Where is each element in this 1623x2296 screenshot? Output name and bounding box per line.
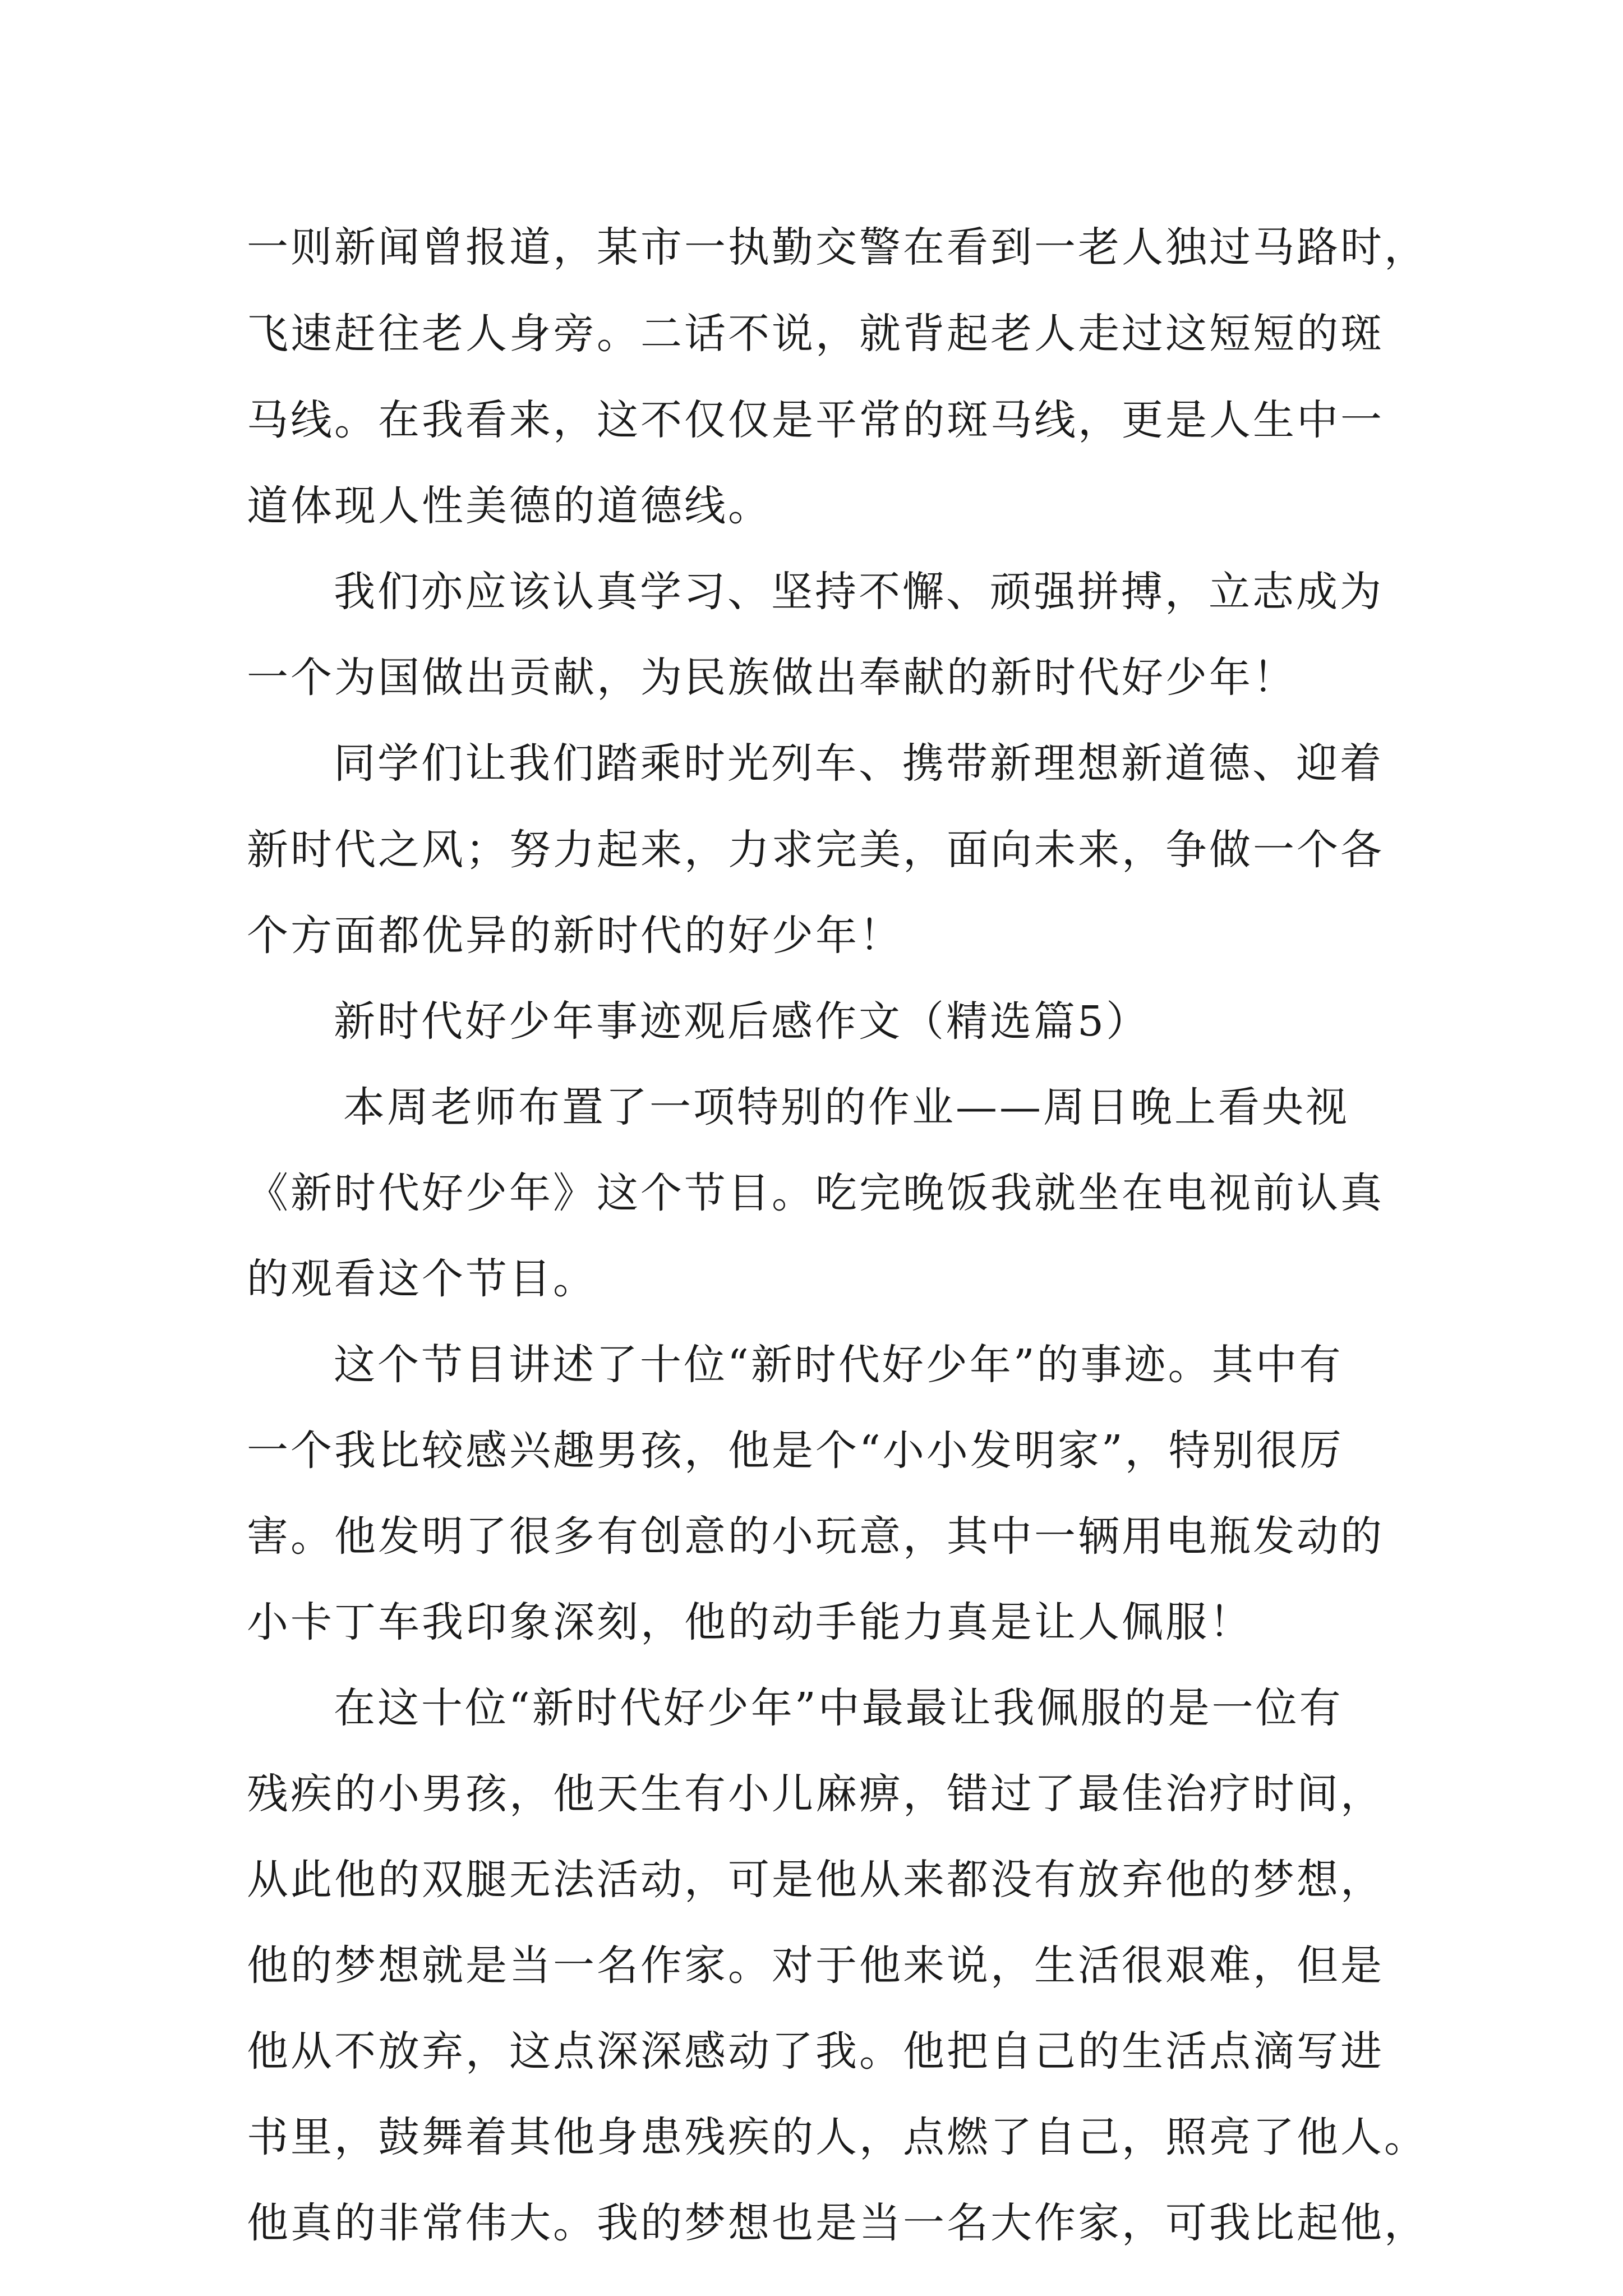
text-line: 同学们让我们踏乘时光列车、携带新理想新道德、迎着 — [334, 739, 1384, 788]
text-line: 我们亦应该认真学习、坚持不懈、顽强拼搏，立志成为 — [334, 568, 1384, 616]
text-line: 的观看这个节目。 — [247, 1255, 597, 1303]
section-heading: 新时代好少年事迹观后感作文（精选篇5） — [334, 997, 1150, 1046]
text-line: 马线。在我看来，这不仅仅是平常的斑马线，更是人生中一 — [247, 396, 1384, 444]
text-line: 本周老师布置了一项特别的作业——周日晚上看央视 — [343, 1083, 1349, 1131]
text-line: 飞速赶往老人身旁。二话不说，就背起老人走过这短短的斑 — [247, 310, 1384, 358]
text-line: 他真的非常伟大。我的梦想也是当一名大作家，可我比起他， — [247, 2199, 1428, 2247]
text-line: 个方面都优异的新时代的好少年！ — [247, 912, 903, 960]
text-line: 小卡丁车我印象深刻，他的动手能力真是让人佩服！ — [247, 1598, 1253, 1646]
text-line: 他从不放弃，这点深深感动了我。他把自己的生活点滴写进 — [247, 2027, 1384, 2076]
text-line: 书里，鼓舞着其他身患残疾的人，点燃了自己，照亮了他人。 — [247, 2113, 1428, 2161]
text-line: 害。他发明了很多有创意的小玩意，其中一辆用电瓶发动的 — [247, 1512, 1384, 1561]
text-line: 一则新闻曾报道，某市一执勤交警在看到一老人独过马路时， — [247, 223, 1428, 272]
text-line: 道体现人性美德的道德线。 — [247, 482, 772, 530]
text-line: 他的梦想就是当一名作家。对于他来说，生活很艰难，但是 — [247, 1941, 1384, 1990]
text-line: 从此他的双腿无法活动，可是他从来都没有放弃他的梦想， — [247, 1856, 1384, 1904]
text-line: 残疾的小男孩，他天生有小儿麻痹，错过了最佳治疗时间， — [247, 1770, 1384, 1818]
text-line: 这个节目讲述了十位“新时代好少年”的事迹。其中有 — [334, 1341, 1343, 1389]
text-line: 一个我比较感兴趣男孩，他是个“小小发明家”，特别很厉 — [247, 1427, 1344, 1475]
text-line: 新时代之风；努力起来，力求完美，面向未来，争做一个各 — [247, 826, 1384, 874]
text-line: 《新时代好少年》这个节目。吃完晚饭我就坐在电视前认真 — [247, 1169, 1384, 1217]
text-line: 在这十位“新时代好少年”中最最让我佩服的是一位有 — [334, 1684, 1343, 1732]
text-line: 一个为国做出贡献，为民族做出奉献的新时代好少年！ — [247, 654, 1297, 702]
